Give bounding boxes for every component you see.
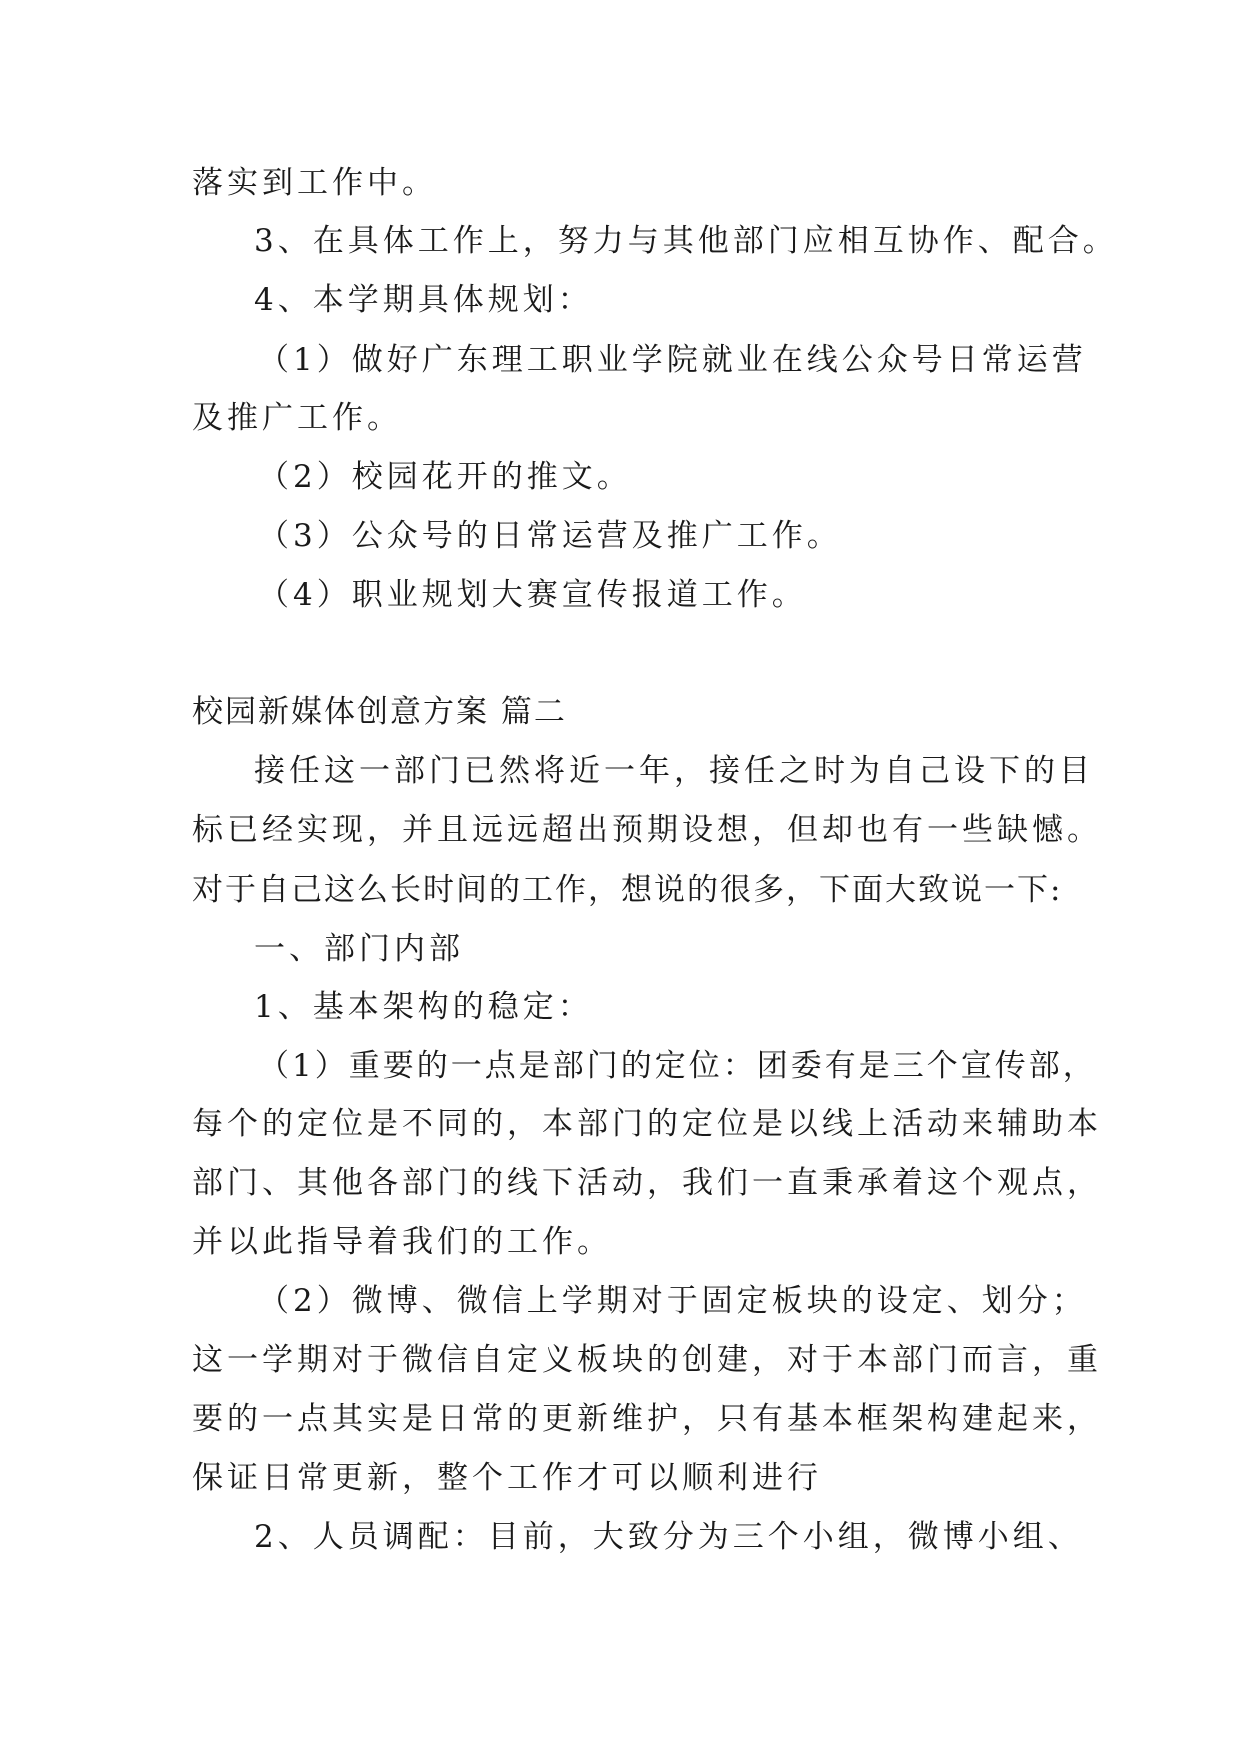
text-line: 接任这一部门已然将近一年，接任之时为自己设下的目 [254, 753, 1094, 789]
text-line: 3、在具体工作上，努力与其他部门应相互协作、配合。 [254, 223, 1118, 259]
text-line: 落实到工作中。 [192, 165, 437, 201]
text-line: 这一学期对于微信自定义板块的创建，对于本部门而言，重 [192, 1342, 1102, 1378]
text-line: 4、本学期具体规划： [254, 282, 593, 318]
text-line: 2、人员调配：目前，大致分为三个小组，微博小组、 [254, 1519, 1083, 1555]
text-line: （3）公众号的日常运营及推广工作。 [258, 518, 842, 554]
text-line: （2）微博、微信上学期对于固定板块的设定、划分； [258, 1283, 1087, 1319]
text-line: （1）做好广东理工职业学院就业在线公众号日常运营 [258, 342, 1087, 378]
text-line: 部门、其他各部门的线下活动，我们一直秉承着这个观点， [192, 1165, 1102, 1201]
text-line: 并以此指导着我们的工作。 [192, 1224, 612, 1260]
text-line: 每个的定位是不同的，本部门的定位是以线上活动来辅助本 [192, 1106, 1102, 1142]
text-line: 及推广工作。 [192, 400, 402, 436]
text-line: 要的一点其实是日常的更新维护，只有基本框架构建起来， [192, 1401, 1102, 1437]
text-line: （4）职业规划大赛宣传报道工作。 [258, 577, 807, 613]
text-line: 保证日常更新，整个工作才可以顺利进行 [192, 1460, 822, 1496]
text-line: 对于自己这么长时间的工作，想说的很多，下面大致说一下: [192, 872, 1063, 908]
text-line: 一、部门内部 [254, 931, 464, 967]
text-line: （1）重要的一点是部门的定位：团委有是三个宣传部， [258, 1048, 1097, 1084]
text-line: 标已经实现，并且远远超出预期设想，但却也有一些缺憾。 [192, 812, 1102, 848]
section-heading: 校园新媒体创意方案 篇二 [192, 694, 567, 730]
text-line: （2）校园花开的推文。 [258, 459, 632, 495]
text-line: 1、基本架构的稳定： [254, 989, 593, 1025]
